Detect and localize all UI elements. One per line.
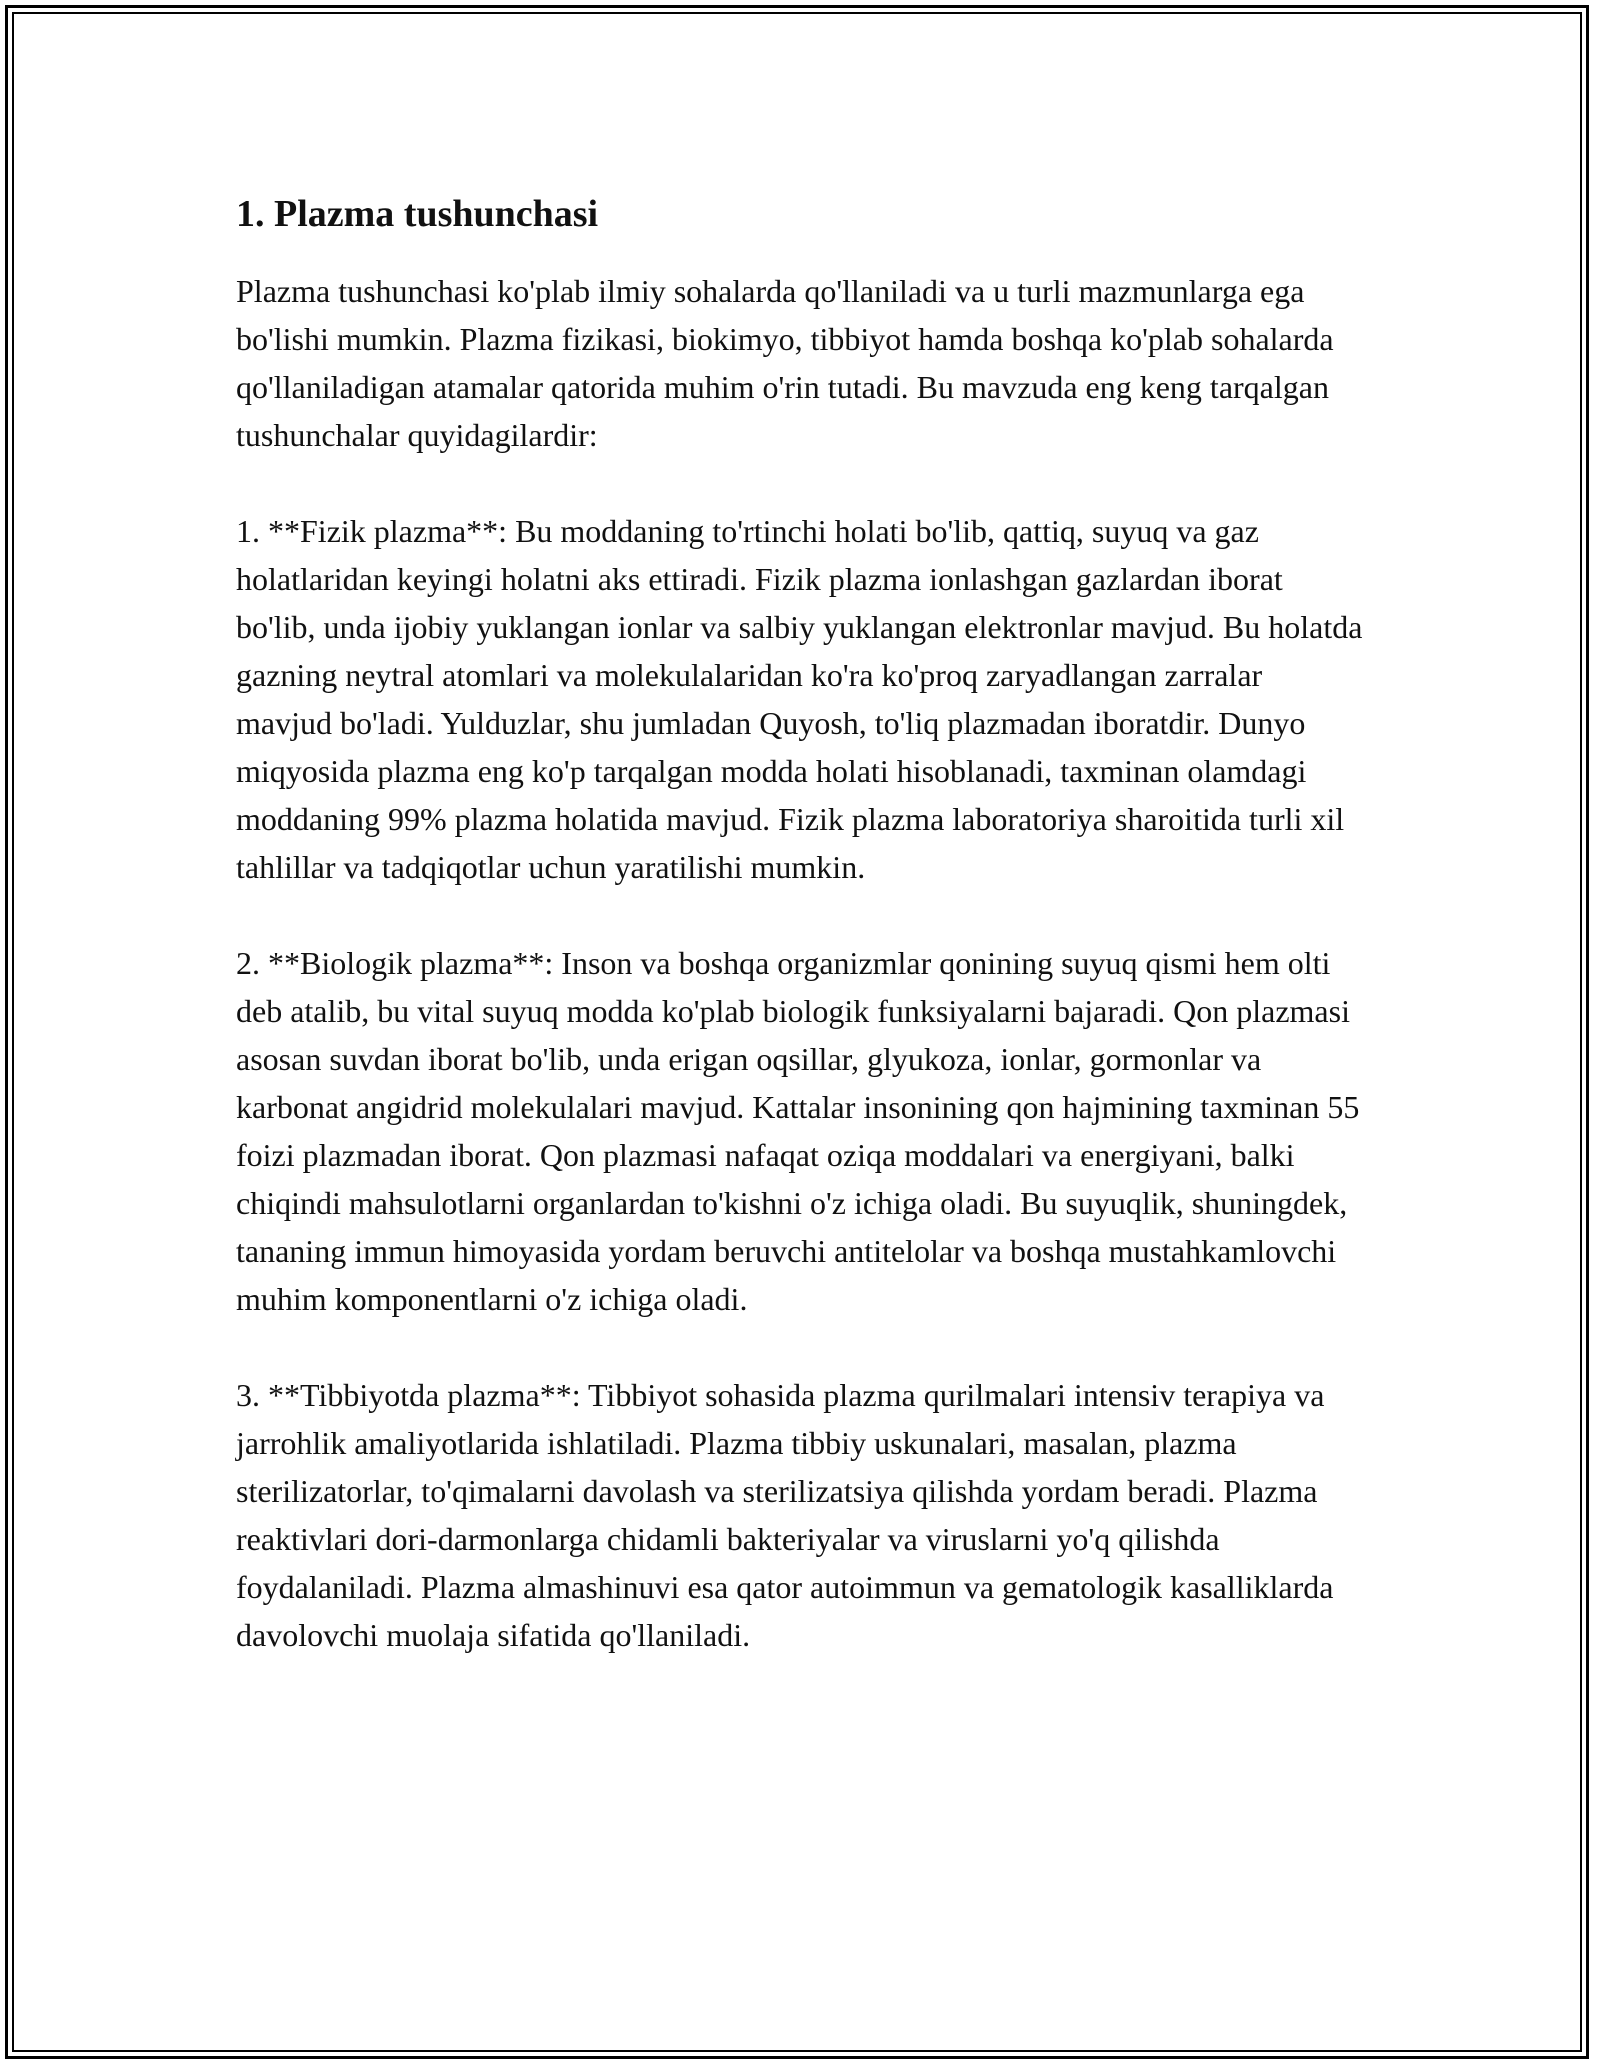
physical-plasma-paragraph: 1. **Fizik plazma**: Bu moddaning to'rtinchi holati bo'lib, qattiq, suyuq va gaz holatlaridan keyingi holatni aks ettiradi. Fizik plazma ionlashgan gazlardan iborat bo'lib, unda ijobiy yuklangan ionlar va salbiy yuklangan elektronlar mavjud. Bu holatda gazning neytral atomlari va molekulalaridan ko'ra ko'proq zaryadlangan zarralar mavjud bo'ladi. Yulduzlar, shu jumladan Quyosh, to'liq plazmadan iboratdir. Dunyo miqyosida plazma eng ko'p tarqalgan modda holati hisoblanadi, taxminan olamdagi moddaning 99% plazma holatida mavjud. Fizik plazma laboratoriya sharoitida turli xil tahlillar va tadqiqotlar uchun yaratilishi mumkin.: [236, 513, 1363, 885]
section-title: 1. Plazma tushunchasi: [236, 193, 599, 235]
intro-paragraph: Plazma tushunchasi ko'plab ilmiy sohalarda qo'llaniladi va u turli mazmunlarga ega bo'lishi mumkin. Plazma fizikasi, biokimyo, tibbiyot hamda boshqa ko'plab sohalarda qo'llaniladigan atamalar qatorida muhim o'rin tutadi. Bu mavzuda eng keng tarqalgan tushunchalar quyidagilardir:: [236, 273, 1334, 453]
document-body: [236, 185, 1366, 1707]
medical-plasma-paragraph: 3. **Tibbiyotda plazma**: Tibbiyot sohasida plazma qurilmalari intensiv terapiya va jarrohlik amaliyotlarida ishlatiladi. Plazma tibbiy uskunalari, masalan, plazma sterilizatorlar, to'qimalarni davolash va sterilizatsiya qilishda yordam beradi. Plazma reaktivlari dori-darmonlarga chidamli bakteriyalar va viruslarni yo'q qilishda foydalaniladi. Plazma almashinuvi esa qator autoimmun va gematologik kasalliklarda davolovchi muolaja sifatida qo'llaniladi.: [236, 1377, 1334, 1653]
biological-plasma-paragraph: 2. **Biologik plazma**: Inson va boshqa organizmlar qonining suyuq qismi hem olti deb atalib, bu vital suyuq modda ko'plab biologik funksiyalarni bajaradi. Qon plazmasi asosan suvdan iborat bo'lib, unda erigan oqsillar, glyukoza, ionlar, gormonlar va karbonat angidrid molekulalari mavjud. Kattalar insonining qon hajmining taxminan 55 foizi plazmadan iborat. Qon plazmasi nafaqat oziqa moddalari va energiyani, balki chiqindi mahsulotlarni organlardan to'kishni o'z ichiga oladi. Bu suyuqlik, shuningdek, tananing immun himoyasida yordam beruvchi antitelolar va boshqa mustahkamlovchi muhim komponentlarni o'z ichiga oladi.: [236, 945, 1360, 1317]
